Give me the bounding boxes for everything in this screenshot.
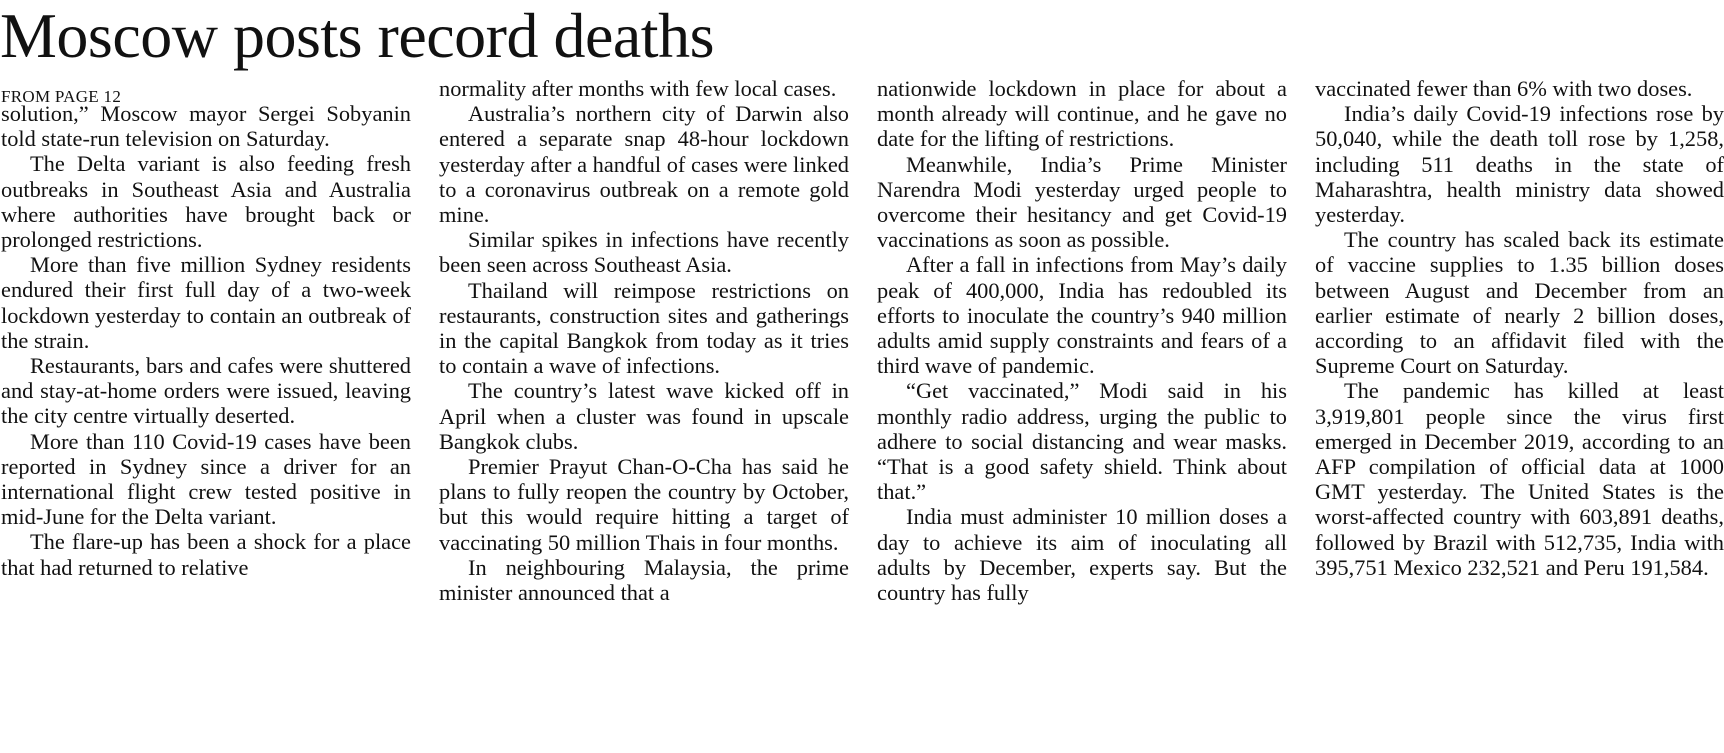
article-column-2 xyxy=(439,76,849,605)
paragraph: The pandemic has killed at least 3,919,801 people since the virus first emerged in December 2019, according to an AFP compilation of official data at 1000 GMT yesterday. The United States is the worst-affected country with 603,891 deaths, followed by Brazil with 512,735, India with 395,751 Mexico 232,521 and Peru 191,584. xyxy=(1315,378,1724,580)
paragraph: The Delta variant is also feeding fresh outbreaks in Southeast Asia and Australia where authorities have brought back or prolonged restrictions. xyxy=(1,151,411,253)
article-column-3 xyxy=(877,76,1287,605)
paragraph: nationwide lockdown in place for about a month already will continue, and he gave no date for the lifting of restrictions. xyxy=(877,76,1287,152)
paragraph: vaccinated fewer than 6% with two doses. xyxy=(1315,76,1693,101)
paragraph: Restaurants, bars and cafes were shuttered and stay-at-home orders were issued, leaving the city centre virtually deserted. xyxy=(1,353,411,429)
paragraph: More than 110 Covid-19 cases have been reported in Sydney since a driver for an international flight crew tested positive in mid-June for the Delta variant. xyxy=(1,428,411,530)
paragraph: India’s daily Covid-19 infections rose by 50,040, while the death toll rose by 1,258, including 511 deaths in the state of Maharashtra, health ministry data showed yesterday. xyxy=(1315,101,1724,228)
paragraph: The country’s latest wave kicked off in April when a cluster was found in upscale Bangkok clubs. xyxy=(439,378,849,454)
paragraph: Meanwhile, India’s Prime Minister Narendra Modi yesterday urged people to overcome their hesitancy and get Covid-19 vaccinations as soon as possible. xyxy=(877,151,1287,253)
paragraph: In neighbouring Malaysia, the prime minister announced that a xyxy=(439,554,849,606)
paragraph: “Get vaccinated,” Modi said in his monthly radio address, urging the public to adhere to social distancing and wear masks. “That is a good safety shield. Think about that.” xyxy=(877,378,1287,505)
paragraph: More than five million Sydney residents endured their first full day of a two-week lockdown yesterday to contain an outbreak of the strain. xyxy=(1,252,411,353)
paragraph: Thailand will reimpose restrictions on restaurants, construction sites and gatherings in the capital Bangkok from today as it tries to contain a wave of infections. xyxy=(439,277,849,379)
article-column-4 xyxy=(1315,76,1724,580)
continued-from-label: FROM PAGE 12 xyxy=(1,87,122,106)
article-column-1 xyxy=(1,101,411,580)
paragraph: Premier Prayut Chan-O-Cha has said he plans to fully reopen the country by October, but this would require hitting a target of vaccinating 50 million Thais in four months. xyxy=(439,454,849,555)
paragraph: The country has scaled back its estimate of vaccine supplies to 1.35 billion doses between August and December from an earlier estimate of nearly 2 billion doses, according to an affidavit filed with the Supreme Court on Saturday. xyxy=(1315,227,1724,379)
paragraph: India must administer 10 million doses a day to achieve its aim of inoculating all adults by December, experts say. But the country has fully xyxy=(877,504,1287,606)
paragraph: Australia’s northern city of Darwin also entered a separate snap 48-hour lockdown yesterday after a handful of cases were linked to a coronavirus outbreak on a remote gold mine. xyxy=(439,101,849,228)
headline: Moscow posts record deaths xyxy=(0,0,714,71)
paragraph: After a fall in infections from May’s daily peak of 400,000, India has redoubled its efforts to inoculate the country’s 940 million adults amid supply constraints and fears of a third wave of pandemic. xyxy=(877,252,1287,379)
paragraph: normality after months with few local cases. xyxy=(439,76,837,101)
paragraph: Similar spikes in infections have recently been seen across Southeast Asia. xyxy=(439,227,849,278)
paragraph: The flare-up has been a shock for a place that had returned to relative xyxy=(1,529,411,580)
paragraph: solution,” Moscow mayor Sergei Sobyanin told state-run television on Saturday. xyxy=(1,101,411,152)
